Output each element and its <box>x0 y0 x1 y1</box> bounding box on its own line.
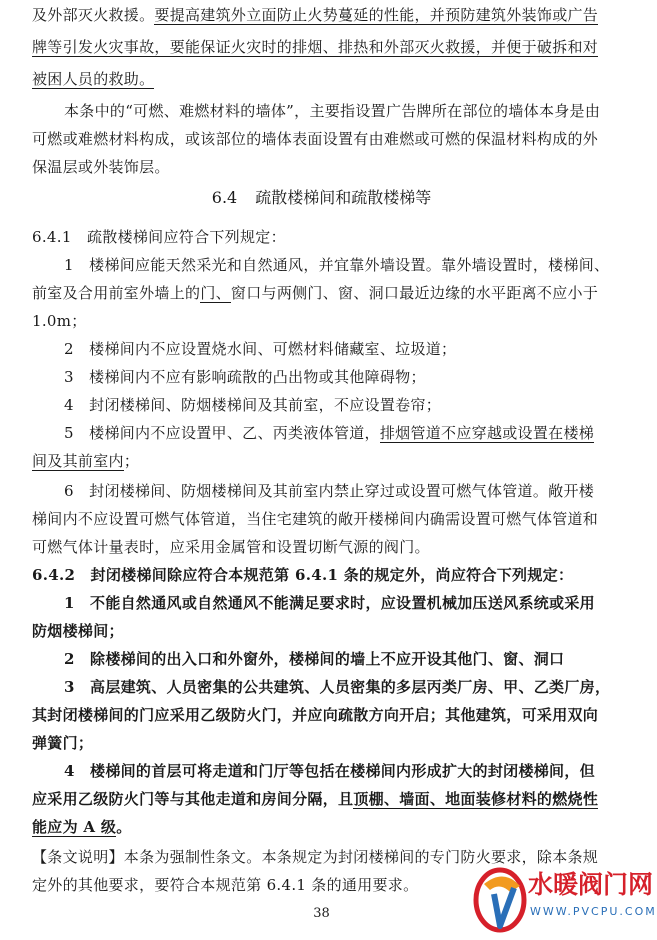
text-line: 本条中的“可燃、难燃材料的墙体”，主要指设置广告牌所在部位的墙体本身是由 <box>64 102 601 120</box>
clause-heading: 6.4.1 疏散楼梯间应符合下列规定： <box>32 228 286 246</box>
list-item: 4 封闭楼梯间、防烟楼梯间及其前室，不应设置卷帘； <box>64 396 442 414</box>
text-line: 保温层或外装饰层。 <box>32 158 170 176</box>
list-item: 3 楼梯间内不应有影响疏散的凸出物或其他障碍物； <box>64 368 426 386</box>
text-line: 梯间内不应设置可燃气体管道，当住宅建筑的敞开楼梯间内确需设置可燃气体管道和 <box>32 510 599 528</box>
watermark-url: WWW.PVCPU.COM <box>530 905 657 918</box>
text-line: 其封闭楼梯间的门应采用乙级防火门，并应向疏散方向开启；其他建筑，可采用双向 <box>32 706 599 724</box>
page-number: 38 <box>313 906 330 921</box>
text-line <box>32 68 617 90</box>
explanation-line: 【条文说明】本条为强制性条文。本条规定为封闭楼梯间的专门防火要求，除本条规 <box>32 848 599 866</box>
text-run: 及外部灭火救援。 <box>32 6 155 24</box>
text-line <box>32 816 617 838</box>
underlined-text: 被困人员的救助。 <box>32 70 155 88</box>
section-number: 6.4 <box>211 188 238 207</box>
logo-mark-icon <box>470 864 530 936</box>
text-run: 窗口与两侧门、窗、洞口最近边缘的水平距离不应小于 <box>230 284 599 302</box>
list-item: 3 高层建筑、人员密集的公共建筑、人员密集的多层丙类厂房、甲、乙类厂房， <box>64 678 611 696</box>
underlined-text: 排烟管道不应穿越或设置在楼梯 <box>379 424 595 442</box>
list-item: 4 楼梯间的首层可将走道和门厅等包括在楼梯间内形成扩大的封闭楼梯间，但 <box>64 762 595 780</box>
list-item: 1 不能自然通风或自然通风不能满足要求时，应设置机械加压送风系统或采用 <box>64 594 595 612</box>
clause-heading: 6.4.2 封闭楼梯间除应符合本规范第 6.4.1 条的规定外，尚应符合下列规定： <box>32 566 574 584</box>
list-item: 2 除楼梯间的出入口和外窗外，楼梯间的墙上不应开设其他门、窗、洞口 <box>64 650 565 668</box>
text-line: 可燃气体计量表时，应采用金属管和设置切断气源的阀门。 <box>32 538 430 556</box>
list-item: 1 楼梯间应能天然采光和自然通风，并宜靠外墙设置。靠外墙设置时，楼梯间、 <box>64 256 610 274</box>
underlined-text: 要提高建筑外立面防止火势蔓延的性能，并预防建筑外装饰或广告 <box>154 6 599 24</box>
list-item: 2 楼梯间内不应设置烧水间、可燃材料储藏室、垃圾道； <box>64 340 457 358</box>
section-title: 疏散楼梯间和疏散楼梯等 <box>255 188 432 207</box>
watermark-brand: 水暖阀门网 <box>528 870 654 899</box>
list-item <box>64 422 617 444</box>
section-heading <box>0 186 643 210</box>
text-run: 。 <box>116 818 132 836</box>
text-line <box>32 450 617 472</box>
list-item: 6 封闭楼梯间、防烟楼梯间及其前室内禁止穿过或设置可燃气体管道。敞开楼 <box>64 482 595 500</box>
text-line <box>32 788 617 810</box>
text-run: ； <box>123 452 140 470</box>
underlined-text: 间及其前室内 <box>32 452 124 470</box>
underlined-text: 能应为 A 级 <box>32 818 117 836</box>
text-line: 防烟楼梯间； <box>32 622 124 640</box>
text-line <box>32 282 617 304</box>
text-line: 弹簧门； <box>32 734 94 752</box>
text-run: 应采用乙级防火门等与其他走道和房间分隔，且 <box>32 790 354 808</box>
underlined-text: 牌等引发火灾事故，要能保证火灾时的排烟、排热和外部灭火救援，并便于破拆和对 <box>32 38 599 56</box>
text-line <box>32 4 617 26</box>
text-line <box>32 36 617 58</box>
text-run: 5 楼梯间内不应设置甲、乙、丙类液体管道， <box>64 424 380 442</box>
text-line: 1.0m； <box>32 312 87 330</box>
explanation-line: 定外的其他要求，要符合本规范第 6.4.1 条的通用要求。 <box>32 876 419 894</box>
underlined-text: 门、 <box>200 284 231 302</box>
text-line: 可燃或难燃材料构成，或该部位的墙体表面设置有由难燃或可燃的保温材料构成的外 <box>32 130 599 148</box>
underlined-text: 顶棚、墙面、地面装修材料的燃烧性 <box>353 790 599 808</box>
text-run: 前室及合用前室外墙上的 <box>32 284 201 302</box>
watermark-logo <box>470 862 657 940</box>
